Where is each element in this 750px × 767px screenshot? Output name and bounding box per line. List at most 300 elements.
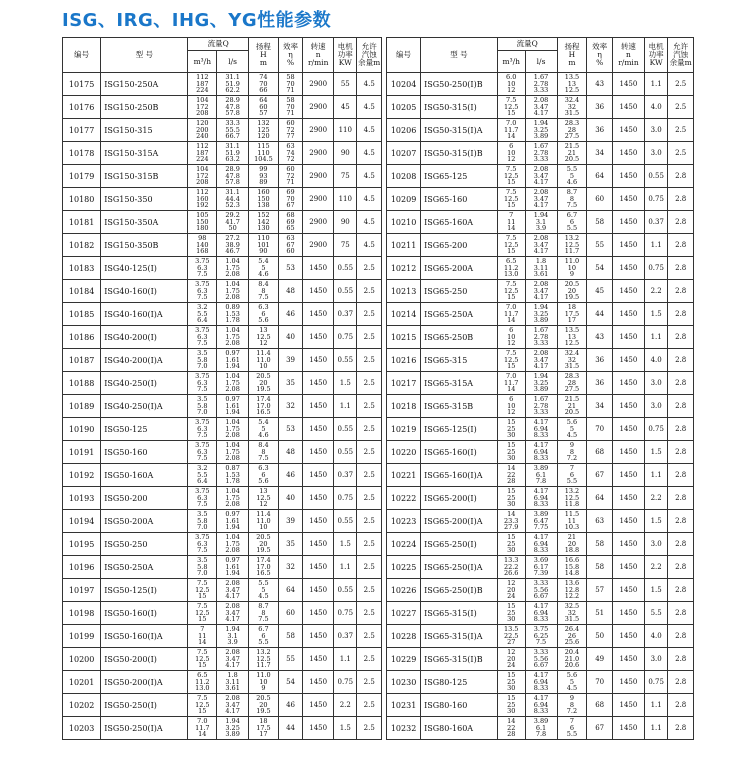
cell-flow-ls-value: 3.89 (533, 385, 549, 394)
cell-npsh: 4.5 (357, 188, 382, 211)
cell-flow-m3h-value: 224 (196, 155, 209, 164)
cell-flow-ls-value: 1.61 (225, 562, 240, 571)
cell-head-value: 21.5 (564, 141, 580, 150)
table-row (63, 694, 382, 717)
cell-flow-m3h-value: 10 (507, 148, 516, 157)
table-row (387, 349, 694, 372)
cell-flow-ls-lines (534, 258, 548, 278)
cell-speed: 1450 (612, 372, 644, 395)
cell-head-value: 18 (259, 716, 268, 725)
cell-npsh: 2.5 (357, 257, 382, 280)
cell-flow-ls-lines (534, 396, 548, 416)
cell-power: 1.5 (644, 303, 667, 326)
cell-head (557, 73, 587, 96)
cell-flow-ls (525, 119, 557, 142)
cell-efficiency-value: 71 (286, 178, 295, 187)
cell-flow-ls-lines (534, 74, 548, 94)
cell-model: ISG65-250A (421, 303, 498, 326)
cell-head-lines (567, 166, 577, 186)
cell-power: 0.55 (334, 579, 357, 602)
cell-speed: 1450 (303, 717, 334, 740)
cell-head-value: 13 (259, 486, 268, 495)
cell-code: 10222 (387, 487, 421, 510)
cell-flow-m3h-value: 11.7 (195, 723, 210, 732)
cell-flow-m3h-value: 6.5 (506, 256, 517, 265)
cell-flow-ls-value: 3.75 (533, 624, 549, 633)
cell-flow-ls-value: 3.47 (533, 286, 549, 295)
cell-model: ISG50-125 (101, 418, 188, 441)
cell-flow-ls-value: 3.25 (533, 309, 549, 318)
cell-flow-m3h-value: 27.9 (503, 523, 519, 532)
cell-efficiency: 36 (587, 96, 613, 119)
cell-power: 1.5 (644, 441, 667, 464)
cell-flow-ls (217, 464, 249, 487)
header-speed: 转速 n r/min (303, 38, 334, 73)
cell-flow-ls-value: 2.08 (533, 279, 549, 288)
cell-flow-m3h-value: 30 (507, 431, 516, 440)
cell-flow-ls (525, 372, 557, 395)
table-row (387, 234, 694, 257)
cell-flow-m3h-value: 187 (196, 79, 209, 88)
cell-npsh: 2.5 (357, 602, 382, 625)
cell-head-value: 17.4 (256, 394, 271, 403)
cell-flow-ls-lines (225, 695, 239, 715)
cell-head (557, 648, 587, 671)
cell-head-lines (567, 695, 577, 715)
header-model: 型 号 (421, 38, 498, 73)
cell-flow-ls-lines (225, 212, 239, 232)
cell-flow-ls-value: 1.53 (225, 309, 240, 318)
cell-head (557, 96, 587, 119)
cell-flow-ls-value: 4.17 (225, 592, 240, 601)
cell-flow-ls (525, 694, 557, 717)
cell-head-lines (565, 603, 579, 623)
cell-flow-m3h-value: 6.5 (197, 670, 208, 679)
cell-flow-m3h-value: 6.3 (197, 378, 208, 387)
cell-flow-ls-value: 4.17 (533, 293, 549, 302)
cell-flow-ls-value: 66.7 (225, 132, 240, 141)
cell-flow-ls-value: 4.17 (533, 109, 549, 118)
cell-speed: 1450 (612, 717, 644, 740)
table-row (63, 73, 382, 96)
cell-head-value: 11.4 (256, 509, 271, 518)
cell-flow-m3h-lines (504, 281, 518, 301)
cell-flow-ls (217, 119, 249, 142)
cell-head-value: 32.5 (564, 601, 580, 610)
cell-efficiency-value: 63 (286, 141, 295, 150)
cell-head-lines (258, 603, 268, 623)
cell-head-value: 13.5 (564, 325, 580, 334)
cell-flow-ls-lines (225, 166, 239, 186)
cell-speed: 1450 (612, 257, 644, 280)
cell-flow-ls-value: 4.17 (533, 417, 549, 426)
cell-flow-m3h-value: 11 (507, 217, 516, 226)
cell-flow-ls-value: 52.3 (225, 201, 240, 210)
cell-flow-ls-value: 1.67 (533, 325, 549, 334)
cell-flow-m3h-lines (196, 235, 208, 255)
cell-flow-m3h-value: 12.5 (195, 654, 210, 663)
cell-flow-ls-value: 6.94 (533, 608, 549, 617)
table-row (63, 487, 382, 510)
cell-head-value: 13.2 (564, 486, 580, 495)
cell-npsh: 2.5 (357, 349, 382, 372)
cell-head (557, 625, 587, 648)
cell-head (249, 464, 279, 487)
cell-flow-ls-lines (225, 511, 239, 531)
cell-power: 55 (334, 73, 357, 96)
performance-table-left (62, 37, 382, 740)
cell-efficiency-value: 71 (286, 109, 295, 118)
cell-flow-ls-lines (534, 281, 548, 301)
cell-flow-m3h-value: 25 (507, 447, 516, 456)
cell-flow-m3h-lines (195, 327, 209, 347)
cell-efficiency: 60 (587, 188, 613, 211)
table-row (63, 533, 382, 556)
cell-head-value: 115 (257, 141, 270, 150)
cell-flow-ls-value: 2.08 (533, 187, 549, 196)
cell-code: 10195 (63, 533, 101, 556)
cell-flow-m3h (497, 395, 525, 418)
cell-flow-m3h-value: 15 (507, 601, 516, 610)
cell-head-value: 26 (567, 631, 577, 640)
table-row (63, 464, 382, 487)
cell-flow-m3h-value: 15 (507, 670, 516, 679)
table-row (63, 418, 382, 441)
cell-head-value: 125 (257, 125, 270, 134)
cell-efficiency-value: 63 (286, 233, 295, 242)
cell-flow-m3h (188, 533, 217, 556)
cell-speed: 1450 (612, 349, 644, 372)
cell-flow-ls-value: 3.89 (533, 509, 549, 518)
cell-power: 4.0 (644, 349, 667, 372)
cell-flow-ls-value: 1.75 (225, 424, 240, 433)
cell-head-lines (258, 580, 268, 600)
cell-flow-m3h-lines (504, 511, 518, 531)
cell-flow-m3h (188, 165, 217, 188)
cell-flow-ls-value: 6.94 (533, 539, 549, 548)
cell-efficiency: 58 (587, 556, 613, 579)
cell-flow-ls-lines (225, 189, 239, 209)
cell-flow-m3h-value: 25 (507, 424, 516, 433)
cell-flow-ls-value: 44.4 (225, 194, 240, 203)
cell-head-value: 8.4 (258, 279, 269, 288)
cell-flow-m3h-lines (197, 511, 207, 531)
cell-flow-ls (525, 579, 557, 602)
cell-code: 10226 (387, 579, 421, 602)
cell-flow-ls-value: 6.47 (533, 516, 549, 525)
cell-head-value: 66 (259, 86, 268, 95)
cell-flow-ls-value: 1.04 (225, 532, 240, 541)
cell-efficiency: 34 (587, 395, 613, 418)
table-row (387, 372, 694, 395)
cell-flow-m3h (188, 602, 217, 625)
cell-npsh: 2.5 (357, 372, 382, 395)
cell-flow-ls-value: 1.94 (225, 408, 240, 417)
cell-npsh: 2.8 (668, 487, 694, 510)
cell-flow-m3h-value: 11.2 (503, 263, 519, 272)
cell-flow-ls-value: 5.56 (533, 654, 549, 663)
cell-head-value: 28.3 (564, 118, 580, 127)
cell-head-value: 5.6 (258, 477, 269, 486)
cell-head-value: 7.5 (258, 293, 269, 302)
cell-efficiency: 36 (587, 119, 613, 142)
cell-npsh: 2.5 (668, 96, 694, 119)
cell-speed: 1450 (612, 165, 644, 188)
cell-npsh: 2.8 (668, 625, 694, 648)
cell-flow-m3h (188, 372, 217, 395)
cell-code: 10193 (63, 487, 101, 510)
cell-model: ISG65-200 (421, 234, 498, 257)
cell-power: 1.1 (644, 234, 667, 257)
cell-flow-ls-value: 28.9 (225, 95, 240, 104)
cell-efficiency: 58 (587, 533, 613, 556)
cell-npsh: 2.5 (668, 142, 694, 165)
cell-efficiency: 64 (587, 165, 613, 188)
cell-npsh: 2.5 (357, 280, 382, 303)
header-flow-ls: l/s (217, 51, 249, 73)
cell-flow-m3h-value: 192 (196, 201, 209, 210)
cell-flow-ls-value: 7.39 (533, 569, 549, 578)
cell-head-value: 19.5 (256, 707, 271, 716)
cell-code: 10180 (63, 188, 101, 211)
cell-npsh: 2.5 (357, 556, 382, 579)
cell-efficiency-lines (286, 97, 294, 117)
cell-flow-ls (217, 142, 249, 165)
cell-flow-ls-value: 6.67 (533, 592, 549, 601)
cell-model: ISG65-250 (421, 280, 498, 303)
cell-flow-ls-value: 31.1 (225, 141, 240, 150)
cell-flow-m3h-lines (196, 97, 208, 117)
cell-head (249, 257, 279, 280)
cell-head-value: 5.5 (566, 224, 578, 233)
cell-flow-ls-value: 0.89 (225, 302, 240, 311)
cell-efficiency-value: 69 (286, 187, 295, 196)
cell-flow-m3h (497, 372, 525, 395)
cell-flow-m3h (188, 717, 217, 740)
cell-head-value: 5 (261, 585, 266, 594)
cell-model: ISG65-160A (421, 211, 498, 234)
cell-power: 110 (334, 119, 357, 142)
cell-efficiency-value: 65 (286, 224, 295, 233)
cell-flow-m3h-value: 15 (507, 247, 516, 256)
cell-power: 3.0 (644, 372, 667, 395)
cell-efficiency: 36 (587, 349, 613, 372)
table-row (63, 671, 382, 694)
cell-flow-m3h-value: 7.0 (506, 302, 517, 311)
cell-flow-m3h-lines (197, 465, 207, 485)
cell-model: ISG40-200(I) (101, 326, 188, 349)
cell-head-value: 12.5 (256, 332, 271, 341)
cell-code: 10181 (63, 211, 101, 234)
cell-npsh: 2.8 (668, 694, 694, 717)
cell-flow-m3h-value: 172 (196, 102, 209, 111)
cell-efficiency-value: 60 (286, 164, 295, 173)
cell-speed: 1450 (612, 487, 644, 510)
cell-head-value: 31.5 (564, 615, 580, 624)
cell-flow-ls-value: 3.47 (533, 194, 549, 203)
cell-model: ISG65-250B (421, 326, 498, 349)
cell-efficiency: 35 (278, 533, 302, 556)
header-code: 编号 (387, 38, 421, 73)
cell-head-lines (256, 373, 270, 393)
cell-head-value: 18.8 (564, 546, 580, 555)
cell-flow-ls-value: 2.08 (533, 233, 549, 242)
cell-flow-m3h-value: 224 (196, 86, 209, 95)
cell-power: 1.1 (644, 464, 667, 487)
cell-head-value: 11.8 (564, 500, 580, 509)
cell-power: 0.37 (644, 211, 667, 234)
cell-efficiency: 64 (587, 487, 613, 510)
cell-head (249, 211, 279, 234)
cell-model: ISG65-125 (421, 165, 498, 188)
cell-code: 10187 (63, 349, 101, 372)
cell-model: ISG65-250(I) (421, 533, 498, 556)
cell-flow-ls-lines (225, 442, 239, 462)
table-row (387, 96, 694, 119)
cell-flow-ls-value: 1.75 (225, 493, 240, 502)
cell-flow-m3h-lines (196, 212, 208, 232)
cell-flow-ls-value: 7.8 (535, 477, 547, 486)
cell-head-value: 6 (569, 470, 575, 479)
cell-code: 10201 (63, 671, 101, 694)
cell-flow-ls (525, 602, 557, 625)
cell-flow-ls-value: 3.89 (533, 316, 549, 325)
cell-efficiency: 49 (587, 648, 613, 671)
cell-flow-ls (217, 303, 249, 326)
cell-speed: 1450 (303, 556, 334, 579)
cell-flow-ls-lines (534, 672, 548, 692)
cell-flow-m3h-value: 7.5 (197, 270, 208, 279)
cell-model: ISG40-125(I) (101, 257, 188, 280)
cell-flow-ls (217, 487, 249, 510)
cell-flow-ls-value: 3.33 (533, 339, 549, 348)
cell-head (557, 211, 587, 234)
cell-head-lines (258, 626, 268, 646)
cell-flow-ls-value: 2.78 (533, 148, 549, 157)
cell-head-lines (565, 488, 579, 508)
cell-flow-m3h-value: 7.5 (197, 500, 208, 509)
cell-model: ISG150-350B (101, 234, 188, 257)
cell-model: ISG40-250(I)A (101, 395, 188, 418)
cell-speed: 1450 (612, 602, 644, 625)
cell-efficiency (278, 119, 302, 142)
cell-flow-ls-value: 2.08 (225, 578, 240, 587)
cell-code: 10225 (387, 556, 421, 579)
cell-flow-ls-lines (534, 580, 548, 600)
cell-head-value: 13.2 (564, 233, 580, 242)
cell-head (249, 395, 279, 418)
cell-head-value: 60 (259, 102, 268, 111)
cell-head-value: 12.5 (256, 654, 271, 663)
cell-flow-m3h-value: 14 (507, 509, 516, 518)
cell-flow-ls-value: 1.04 (225, 325, 240, 334)
cell-head-value: 12.8 (564, 585, 580, 594)
cell-efficiency: 44 (278, 717, 302, 740)
cell-efficiency: 58 (587, 211, 613, 234)
cell-flow-m3h-lines (507, 649, 515, 669)
header-flow-m3h: m³/h (497, 51, 525, 73)
cell-flow-m3h-value: 22 (507, 723, 516, 732)
cell-flow-m3h-value: 12.5 (503, 102, 519, 111)
cell-flow-ls-value: 2.78 (533, 332, 549, 341)
cell-power: 5.5 (644, 602, 667, 625)
cell-npsh: 2.5 (357, 648, 382, 671)
cell-model: ISG50-160(I)A (101, 625, 188, 648)
cell-npsh: 4.5 (357, 142, 382, 165)
cell-power: 3.0 (644, 395, 667, 418)
cell-head (249, 418, 279, 441)
cell-head-value: 142 (257, 217, 270, 226)
cell-flow-m3h-value: 30 (507, 546, 516, 555)
cell-head-lines (256, 327, 270, 347)
cell-head-value: 16.5 (256, 569, 271, 578)
cell-head-value: 150 (257, 194, 270, 203)
cell-head-value: 28 (567, 378, 577, 387)
cell-flow-m3h-lines (507, 419, 515, 439)
cell-head-lines (565, 327, 579, 347)
cell-flow-m3h-value: 7.5 (197, 578, 208, 587)
cell-head-value: 10 (259, 362, 268, 371)
cell-flow-ls-lines (534, 442, 548, 462)
cell-code: 10188 (63, 372, 101, 395)
cell-flow-ls-lines (534, 327, 548, 347)
cell-power: 1.1 (644, 73, 667, 96)
cell-head-value: 11 (567, 516, 577, 525)
cell-efficiency: 46 (278, 694, 302, 717)
cell-flow-m3h (188, 188, 217, 211)
cell-flow-m3h-value: 7.5 (197, 293, 208, 302)
cell-flow-m3h (497, 326, 525, 349)
cell-flow-m3h (188, 73, 217, 96)
cell-power: 1.5 (644, 579, 667, 602)
cell-speed: 1450 (303, 671, 334, 694)
cell-npsh: 2.5 (357, 533, 382, 556)
cell-flow-m3h-value: 13.0 (503, 270, 519, 279)
table-row (387, 487, 694, 510)
cell-head-value: 13.6 (564, 578, 580, 587)
cell-flow-ls (525, 280, 557, 303)
cell-head-value: 32 (567, 608, 577, 617)
cell-speed: 1450 (612, 395, 644, 418)
cell-head-value: 20 (259, 378, 268, 387)
cell-npsh: 2.8 (668, 671, 694, 694)
cell-flow-m3h-value: 6.3 (197, 286, 208, 295)
cell-code: 10228 (387, 625, 421, 648)
cell-flow-m3h-value: 150 (196, 217, 209, 226)
cell-efficiency-lines (286, 212, 294, 232)
cell-flow-m3h-lines (195, 419, 209, 439)
cell-flow-ls (525, 533, 557, 556)
cell-flow-m3h-value: 6.3 (197, 424, 208, 433)
cell-flow-m3h-value: 6.3 (197, 263, 208, 272)
cell-flow-m3h-value: 24 (507, 592, 516, 601)
cell-flow-m3h-value: 7.5 (197, 431, 208, 440)
cell-flow-m3h-value: 168 (196, 247, 209, 256)
cell-code: 10206 (387, 119, 421, 142)
performance-table-right (386, 37, 694, 740)
cell-flow-ls-lines (225, 672, 239, 692)
header-speed: 转速 n r/min (612, 38, 644, 73)
cell-speed: 1450 (612, 533, 644, 556)
cell-code: 10179 (63, 165, 101, 188)
cell-flow-ls-lines (225, 350, 239, 370)
cell-flow-m3h-value: 15 (507, 109, 516, 118)
cell-head (557, 119, 587, 142)
cell-efficiency (278, 96, 302, 119)
header-power: 电机 功率 KW (644, 38, 667, 73)
cell-head (249, 671, 279, 694)
cell-flow-m3h-value: 12.5 (503, 286, 519, 295)
